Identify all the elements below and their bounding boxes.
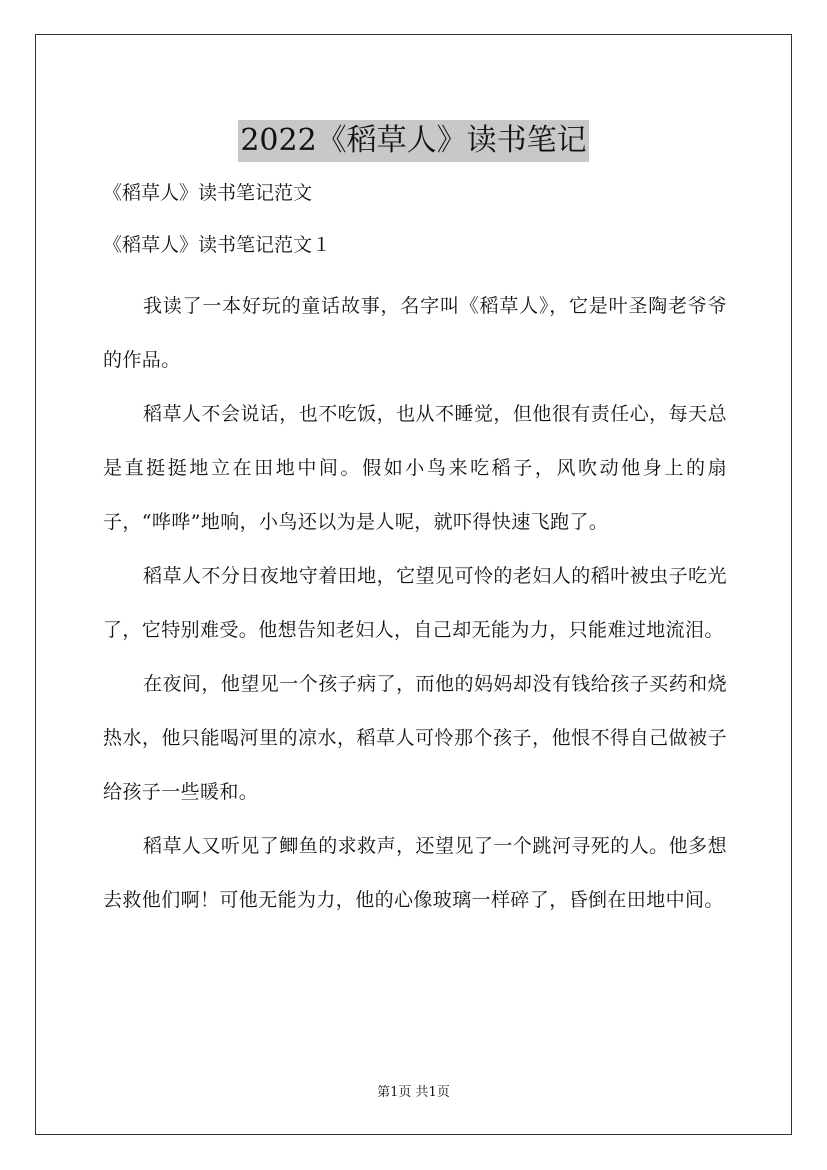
page-number: 第1页 共1页 [377, 1085, 450, 1100]
paragraph-4: 在夜间，他望见一个孩子病了，而他的妈妈却没有钱给孩子买药和烧热水，他只能喝河里的凉水，稻草人可怜那个孩子，他恨不得自己做被子给孩子一些暖和。 [103, 673, 727, 803]
document-body [103, 175, 727, 927]
page-footer [0, 1083, 827, 1103]
paragraph-2: 稻草人不会说话，也不吃饭，也从不睡觉，但他很有责任心，每天总是直挺挺地立在田地中间。假如小鸟来吃稻子，风吹动他身上的扇子，“哗哗”地响，小鸟还以为是人呢，就吓得快速飞跑了。 [103, 403, 727, 533]
paragraph-3: 稻草人不分日夜地守着田地，它望见可怜的老妇人的稻叶被虫子吃光了，它特别难受。他想告知老妇人，自己却无能为力，只能难过地流泪。 [103, 565, 727, 641]
paragraph-1: 我读了一本好玩的童话故事，名字叫《稻草人》，它是叶圣陶老爷爷的作品。 [103, 295, 727, 371]
title-container [0, 100, 827, 182]
section-heading: 《稻草人》读书笔记范文１ [103, 234, 332, 256]
subtitle-heading: 《稻草人》读书笔记范文 [103, 182, 313, 204]
document-title: 2022《稻草人》读书笔记 [238, 120, 588, 162]
paragraph-5: 稻草人又听见了鲫鱼的求救声，还望见了一个跳河寻死的人。他多想去救他们啊！可他无能为力，他的心像玻璃一样碎了，昏倒在田地中间。 [103, 835, 727, 911]
